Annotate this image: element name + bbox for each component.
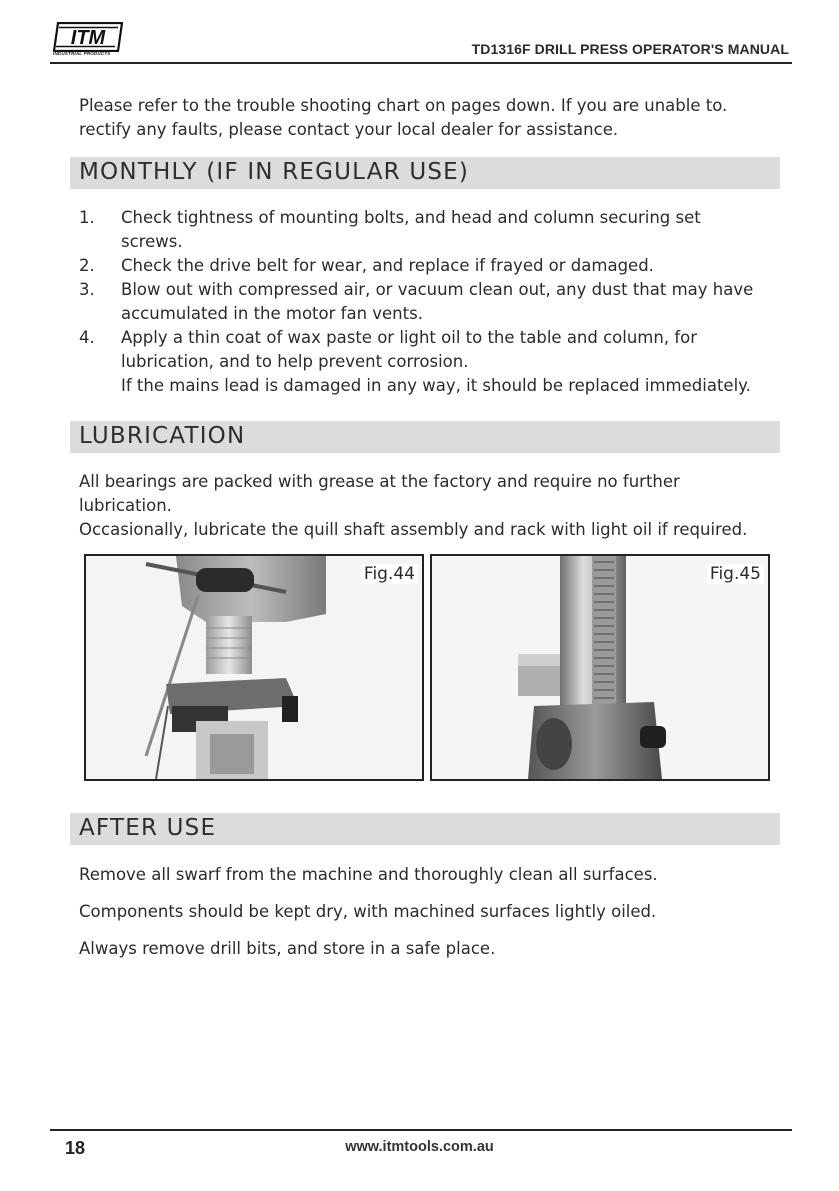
- list-item-line: lubrication, and to help prevent corrosion.: [121, 352, 469, 371]
- after-use-line: Remove all swarf from the machine and thoroughly clean all surfaces.: [79, 865, 658, 884]
- lubrication-line: lubrication.: [79, 496, 172, 515]
- figure-44-label: Fig.44: [361, 564, 418, 584]
- after-use-line: Always remove drill bits, and store in a safe place.: [79, 939, 496, 958]
- list-item-line: Check the drive belt for wear, and replace if frayed or damaged.: [121, 256, 654, 275]
- itm-logo: [53, 22, 123, 52]
- section-heading-lubrication: [70, 421, 780, 453]
- list-item: [79, 326, 779, 398]
- list-item: [79, 206, 779, 254]
- lubrication-line: All bearings are packed with grease at the factory and require no further: [79, 472, 680, 491]
- list-item-line: Check tightness of mounting bolts, and head and column securing set: [121, 208, 701, 227]
- section-heading-monthly: [70, 157, 780, 189]
- section-heading-after-use: [70, 813, 780, 845]
- monthly-checklist: [79, 206, 779, 398]
- footer-rule: [50, 1129, 792, 1131]
- intro-line: Please refer to the trouble shooting chart on pages down. If you are unable to.: [79, 96, 728, 115]
- lubrication-line: Occasionally, lubricate the quill shaft assembly and rack with light oil if required.: [79, 520, 748, 539]
- list-item-line: Apply a thin coat of wax paste or light oil to the table and column, for: [121, 328, 698, 347]
- list-item-line: accumulated in the motor fan vents.: [121, 304, 423, 323]
- list-item-line: If the mains lead is damaged in any way, it should be replaced immediately.: [121, 376, 751, 395]
- logo-subtext: INDUSTRIAL PRODUCTS: [53, 51, 111, 56]
- header-rule: [50, 62, 792, 64]
- intro-line: rectify any faults, please contact your local dealer for assistance.: [79, 120, 619, 139]
- logo-text: ITM: [70, 27, 106, 49]
- website-url: www.itmtools.com.au: [345, 1139, 494, 1155]
- itm-logo-graphic: [53, 22, 123, 52]
- list-item: [79, 278, 779, 326]
- figure-44: [84, 554, 424, 781]
- list-item-line: Blow out with compressed air, or vacuum clean out, any dust that may have: [121, 280, 754, 299]
- figure-45-photo: [432, 556, 768, 779]
- list-item-number: 1.: [79, 208, 95, 227]
- after-use-line: Components should be kept dry, with machined surfaces lightly oiled.: [79, 902, 657, 921]
- list-item-line: screws.: [121, 232, 183, 251]
- figure-45: [430, 554, 770, 781]
- intro-paragraph: [79, 94, 727, 142]
- section-heading-text: LUBRICATION: [79, 423, 246, 449]
- figure-44-photo: [86, 556, 422, 779]
- section-heading-text: MONTHLY (IF IN REGULAR USE): [79, 159, 470, 185]
- list-item-number: 2.: [79, 256, 95, 275]
- lubrication-paragraph: [79, 470, 747, 542]
- page-number: 18: [65, 1138, 86, 1158]
- list-item-number: 3.: [79, 280, 95, 299]
- list-item-number: 4.: [79, 328, 95, 347]
- list-item: [79, 254, 779, 278]
- figure-45-label: Fig.45: [707, 564, 764, 584]
- section-heading-text: AFTER USE: [79, 815, 217, 841]
- manual-title: TD1316F DRILL PRESS OPERATOR'S MANUAL: [471, 41, 789, 57]
